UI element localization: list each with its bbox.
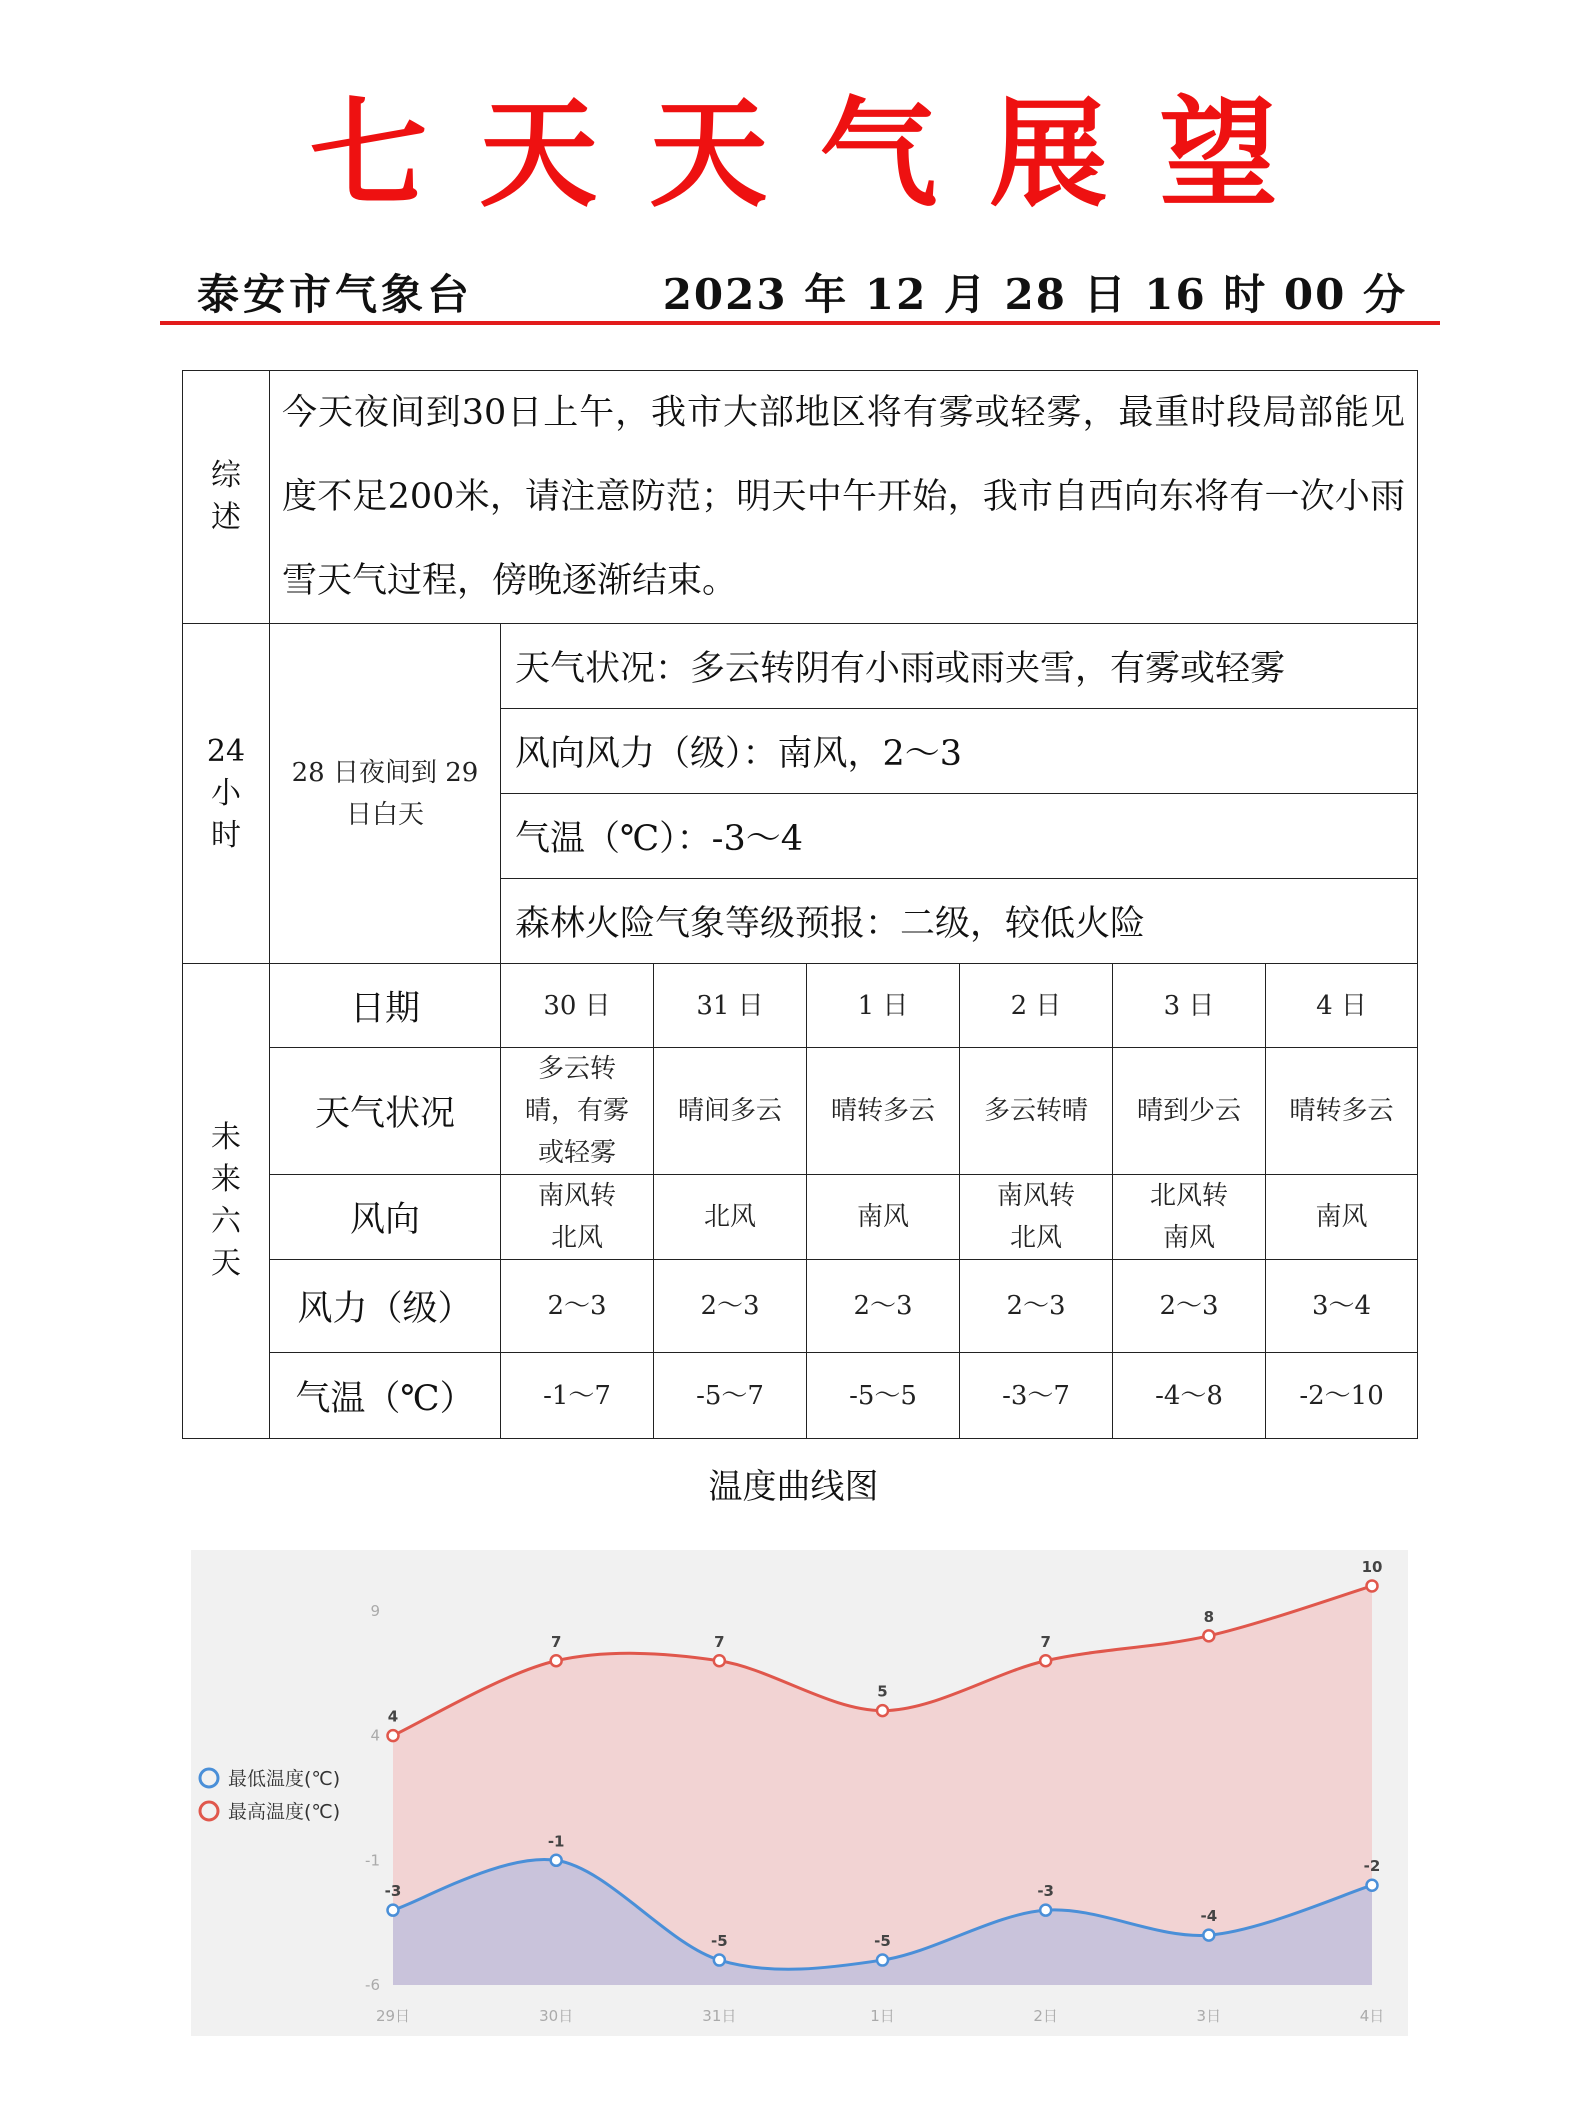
summary-row xyxy=(183,371,1418,624)
future-wind-force-row xyxy=(183,1260,1418,1353)
chart-caption: 温度曲线图 xyxy=(708,1467,879,1507)
day-wind-force: 2～3 xyxy=(960,1260,1113,1353)
data-label: -2 xyxy=(1363,1857,1381,1876)
row-label-temp: 气温（℃） xyxy=(270,1353,501,1439)
day-wind-force: 2～3 xyxy=(1113,1260,1266,1353)
row-label-wind-force: 风力（级） xyxy=(270,1260,501,1353)
header-divider xyxy=(160,321,1440,325)
data-point xyxy=(1203,1930,1214,1941)
day-date: 2 日 xyxy=(960,964,1113,1048)
data-label: -3 xyxy=(384,1882,402,1901)
h24-weather-row xyxy=(183,624,1418,709)
day-date: 30 日 xyxy=(501,964,654,1048)
data-point xyxy=(714,1955,725,1966)
future-temp-row xyxy=(183,1353,1418,1439)
day-date: 1 日 xyxy=(807,964,960,1048)
h24-temp: 气温（℃）：-3～4 xyxy=(501,794,1418,879)
future-wind-dir-row xyxy=(183,1175,1418,1260)
h24-period: 28 日夜间到 29 日白天 xyxy=(270,624,501,964)
x-tick-label: 4日 xyxy=(1359,2007,1385,2025)
data-point xyxy=(551,1855,562,1866)
agency-name: 泰安市气象台 xyxy=(197,270,474,319)
day-weather: 多云转晴 xyxy=(960,1048,1113,1175)
data-label: 8 xyxy=(1203,1607,1215,1626)
data-point xyxy=(1367,1580,1378,1591)
data-point xyxy=(388,1730,399,1741)
day-weather: 晴转多云 xyxy=(807,1048,960,1175)
h24-label: 24 小 时 xyxy=(183,624,270,964)
day-temp: -5～7 xyxy=(654,1353,807,1439)
y-tick-label: 4 xyxy=(370,1726,380,1745)
data-label: 7 xyxy=(714,1632,725,1651)
data-point xyxy=(877,1955,888,1966)
day-date: 31 日 xyxy=(654,964,807,1048)
data-point xyxy=(1040,1655,1051,1666)
day-wind-force: 2～3 xyxy=(501,1260,654,1353)
x-tick-label: 1日 xyxy=(870,2007,895,2025)
data-label: -5 xyxy=(874,1932,891,1951)
data-label: 5 xyxy=(877,1682,888,1701)
data-label: -4 xyxy=(1200,1907,1218,1926)
day-wind-dir: 北风转 南风 xyxy=(1113,1175,1266,1260)
forecast-table xyxy=(182,370,1418,1439)
row-label-wind-dir: 风向 xyxy=(270,1175,501,1260)
h24-fire: 森林火险气象等级预报：二级，较低火险 xyxy=(501,879,1418,964)
day-wind-force: 2～3 xyxy=(654,1260,807,1353)
summary-label: 综 述 xyxy=(183,371,270,624)
data-label: 7 xyxy=(550,1632,562,1651)
day-wind-dir: 南风转 北风 xyxy=(960,1175,1113,1260)
day-temp: -1～7 xyxy=(501,1353,654,1439)
day-weather: 多云转 晴，有雾 或轻雾 xyxy=(501,1048,654,1175)
data-label: 10 xyxy=(1361,1557,1383,1576)
y-tick-label: -6 xyxy=(365,1976,380,1994)
doc-title: 七天天气展望 xyxy=(309,84,1330,223)
day-wind-dir: 南风 xyxy=(1266,1175,1418,1260)
data-point xyxy=(551,1655,562,1666)
day-wind-dir: 北风 xyxy=(654,1175,807,1260)
day-weather: 晴间多云 xyxy=(654,1048,807,1175)
data-label: 7 xyxy=(1040,1632,1051,1651)
day-temp: -5～5 xyxy=(807,1353,960,1439)
data-label: -5 xyxy=(710,1932,728,1951)
day-wind-dir: 南风转 北风 xyxy=(501,1175,654,1260)
future-weather-row xyxy=(183,1048,1418,1175)
day-weather: 晴转多云 xyxy=(1266,1048,1418,1175)
day-weather: 晴到少云 xyxy=(1113,1048,1266,1175)
summary-text: 今天夜间到30日上午，我市大部地区将有雾或轻雾，最重时段局部能见度不足200米，请注意防范；明天中午开始，我市自西向东将有一次小雨雪天气过程，傍晚逐渐结束。 xyxy=(270,371,1418,624)
row-label-date: 日期 xyxy=(270,964,501,1048)
day-wind-dir: 南风 xyxy=(807,1175,960,1260)
row-label-weather: 天气状况 xyxy=(270,1048,501,1175)
legend-max-label: 最高温度(℃) xyxy=(228,1801,341,1823)
h24-wind: 风向风力（级）：南风，2～3 xyxy=(501,709,1418,794)
future-label: 未 来 六 天 xyxy=(183,964,270,1439)
day-temp: -3～7 xyxy=(960,1353,1113,1439)
x-tick-label: 30日 xyxy=(539,2007,574,2025)
day-temp: -4～8 xyxy=(1113,1353,1266,1439)
x-tick-label: 29日 xyxy=(375,2007,411,2025)
legend-min-label: 最低温度(℃) xyxy=(228,1768,341,1790)
day-wind-force: 3～4 xyxy=(1266,1260,1418,1353)
data-label: -3 xyxy=(1037,1882,1055,1901)
data-label: -1 xyxy=(547,1832,565,1851)
data-point xyxy=(1040,1905,1051,1916)
day-temp: -2～10 xyxy=(1266,1353,1418,1439)
temperature-chart-svg xyxy=(191,1550,1408,2036)
data-label: 4 xyxy=(387,1707,399,1726)
day-date: 3 日 xyxy=(1113,964,1266,1048)
data-point xyxy=(877,1705,888,1716)
data-point xyxy=(1367,1880,1378,1891)
y-tick-label: -1 xyxy=(365,1851,380,1870)
issue-time: 2023 年 12 月 28 日 16 时 00 分 xyxy=(662,270,1407,319)
day-date: 4 日 xyxy=(1266,964,1418,1048)
data-point xyxy=(714,1655,725,1666)
y-tick-label: 9 xyxy=(370,1601,380,1620)
future-date-row xyxy=(183,964,1418,1048)
h24-weather: 天气状况：多云转阴有小雨或雨夹雪，有雾或轻雾 xyxy=(501,624,1418,709)
day-wind-force: 2～3 xyxy=(807,1260,960,1353)
x-tick-label: 3日 xyxy=(1196,2007,1222,2025)
data-point xyxy=(1203,1630,1214,1641)
x-tick-label: 2日 xyxy=(1033,2007,1058,2025)
data-point xyxy=(388,1905,399,1916)
x-tick-label: 31日 xyxy=(702,2007,737,2025)
temperature-chart xyxy=(191,1550,1408,2036)
